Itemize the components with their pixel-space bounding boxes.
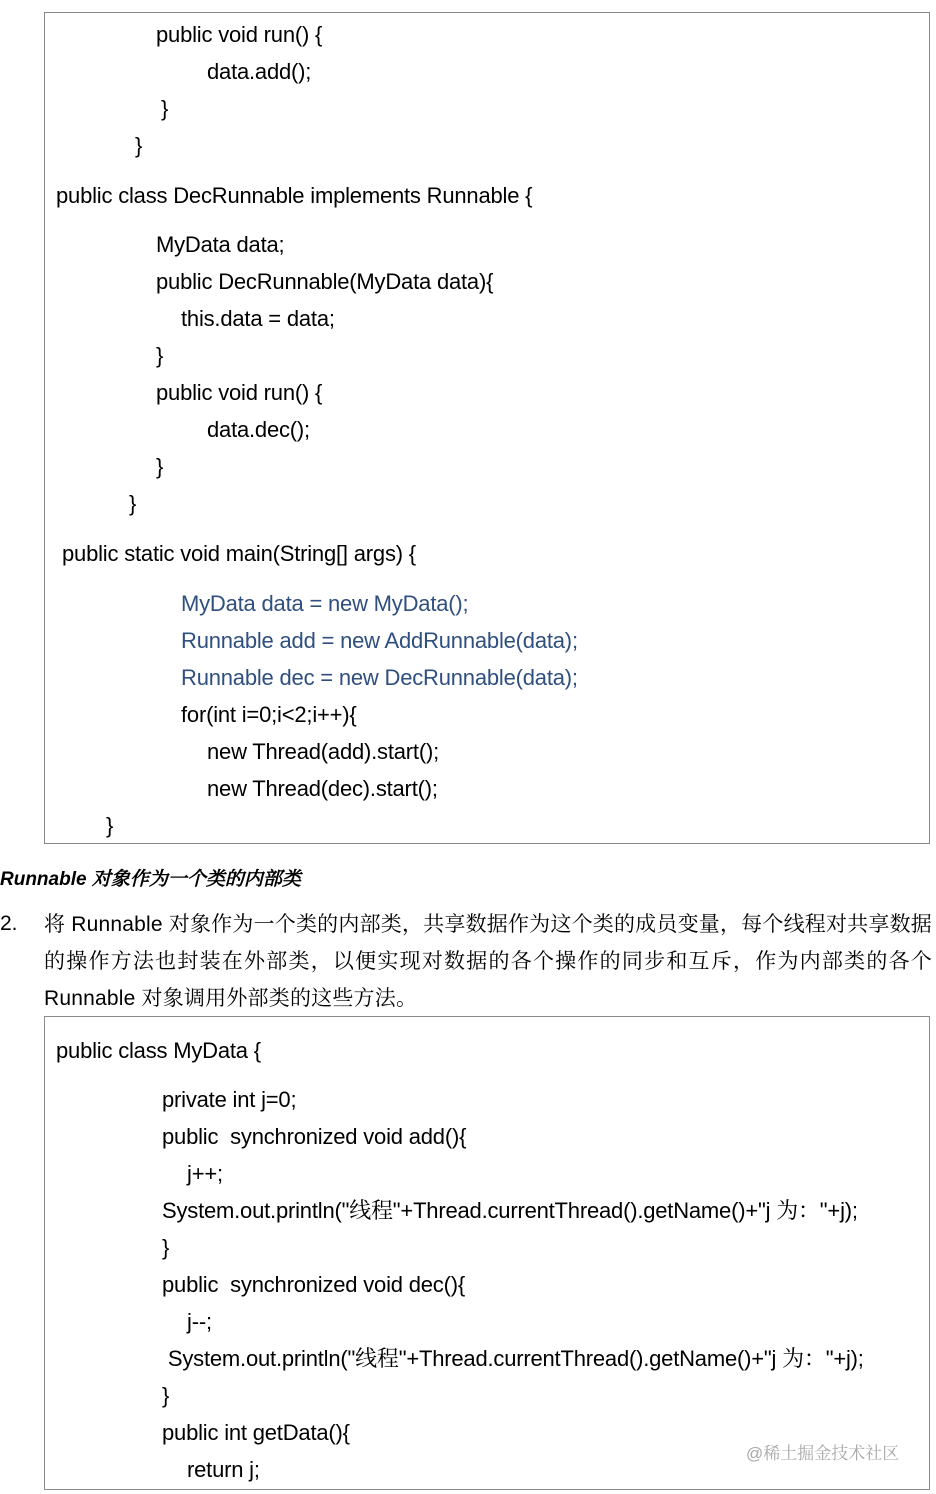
code-line: } <box>156 454 164 479</box>
code-line: } <box>161 96 169 121</box>
watermark: @稀土掘金技术社区 <box>746 1444 900 1463</box>
code-line: public static void main(String[] args) { <box>62 541 416 566</box>
code-line: MyData data; <box>156 232 285 257</box>
code-line: } <box>135 133 143 158</box>
code-line: j++; <box>187 1161 223 1186</box>
code-line: public class MyData { <box>56 1038 261 1063</box>
code-block-1 <box>44 12 930 844</box>
code-line: public synchronized void add(){ <box>162 1124 467 1149</box>
code-line: private int j=0; <box>162 1087 297 1112</box>
code-line: new Thread(dec).start(); <box>207 776 438 801</box>
code-line: public DecRunnable(MyData data){ <box>156 269 494 294</box>
code-line: System.out.println("线程"+Thread.currentThread().getName()+"j 为："+j); <box>162 1346 864 1371</box>
code-line: } <box>106 813 114 838</box>
code-line: } <box>162 1383 170 1408</box>
code-line: public synchronized void dec(){ <box>162 1272 465 1297</box>
code-line: } <box>162 1235 170 1260</box>
code-line: j--; <box>187 1309 212 1334</box>
code-line: public void run() { <box>156 22 323 47</box>
code-line: public class DecRunnable implements Runnable { <box>56 183 533 208</box>
code-line-highlighted: Runnable add = new AddRunnable(data); <box>181 628 578 653</box>
code-block-2 <box>44 1016 930 1490</box>
list-item-number: 2. <box>0 912 18 935</box>
code-line: data.dec(); <box>207 417 310 442</box>
code-line: } <box>156 343 164 368</box>
code-line: public int getData(){ <box>162 1420 350 1445</box>
code-line: data.add(); <box>207 59 312 84</box>
code-line: for(int i=0;i<2;i++){ <box>181 702 357 727</box>
section-paragraph: 将 Runnable 对象作为一个类的内部类，共享数据作为这个类的成员变量，每个线程对共享数据的操作方法也封装在外部类，以便实现对数据的各个操作的同步和互斥，作为内部类的各个 Runnable 对象调用外部类的这些方法。 <box>44 913 932 1010</box>
code-line: System.out.println("线程"+Thread.currentThread().getName()+"j 为："+j); <box>162 1198 858 1223</box>
code-line-highlighted: MyData data = new MyData(); <box>181 591 469 616</box>
code-line: } <box>129 491 137 516</box>
section-heading: Runnable 对象作为一个类的内部类 <box>0 869 301 890</box>
code-line-highlighted: Runnable dec = new DecRunnable(data); <box>181 665 578 690</box>
code-line: return j; <box>187 1457 260 1482</box>
code-line: new Thread(add).start(); <box>207 739 440 764</box>
code-line: public void run() { <box>156 380 323 405</box>
code-line: this.data = data; <box>181 306 335 331</box>
